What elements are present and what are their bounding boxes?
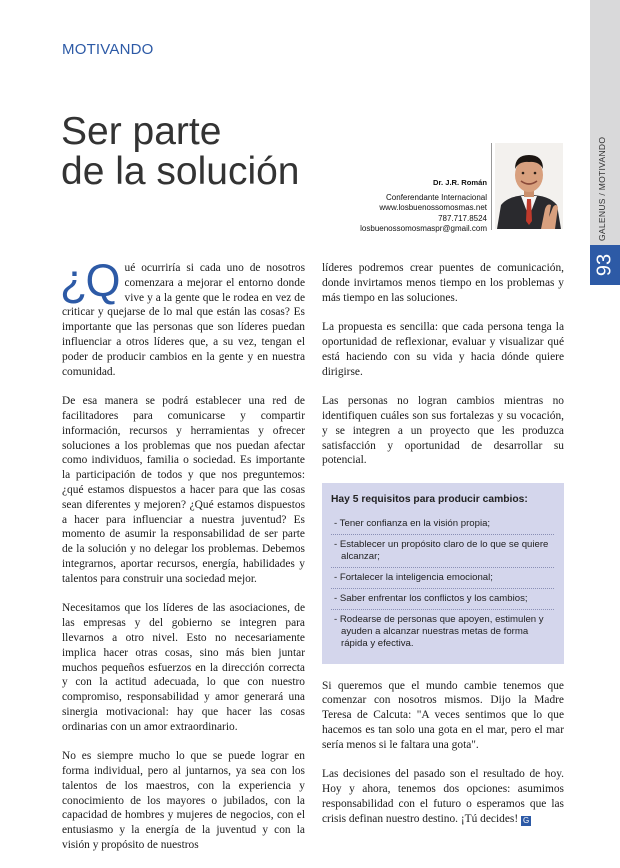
author-email: losbuenossomosmaspr@gmail.com — [360, 224, 487, 233]
author-divider — [491, 143, 492, 230]
requirement-item: - Tener confianza en la visión propia; — [331, 514, 554, 535]
requirement-item: - Fortalecer la inteligencia emocional; — [331, 568, 554, 589]
title-line-2: de la solución — [61, 150, 300, 193]
requirement-item: - Saber enfrentar los conflictos y los cambios; — [331, 589, 554, 610]
author-role: Conferendante Internacional — [386, 192, 487, 202]
author-phone: 787.717.8524 — [438, 213, 487, 223]
author-photo — [495, 143, 563, 229]
running-section-label: GALENUS / MOTIVANDO — [597, 136, 607, 241]
requirements-list — [331, 514, 554, 654]
paragraph-3: Necesitamos que los líderes de las asociaciones, de las empresas y del gobierno se integren para llevarnos a otro nivel. Esto no necesariamente implica hacer otras cosas, sino más bien juntar muchos pequeños esfuerzos en la dirección correcta y con la actitud adecuada, lo que con nuestro compromiso, responsabilidad y amor generará una sinergia motivacional: hay que hacer las cosas ordinarias con un amor extraordinario. — [62, 602, 305, 733]
author-block — [340, 178, 487, 235]
page-number: 93 — [593, 253, 616, 277]
title-line-1: Ser parte — [61, 110, 222, 153]
requirements-title: Hay 5 requisitos para producir cambios: — [331, 493, 528, 505]
requirement-item: - Rodearse de personas que apoyen, estimulen y ayuden a alcanzar nuestras metas de forma rápida y efectiva. — [334, 613, 544, 649]
section-header: MOTIVANDO — [62, 41, 154, 58]
requirements-box — [322, 483, 564, 664]
column-left — [60, 255, 305, 868]
page-number-badge — [590, 245, 620, 285]
end-mark-icon: G — [523, 815, 530, 825]
column-right — [322, 261, 564, 841]
paragraph-9-text: Las decisiones del pasado son el resultado de hoy. Hoy y ahora, tenemos dos opciones: asumimos responsabilidad con el futuro o esperamos que las crisis definan nuestro destino. ¡Tú decides! — [322, 768, 564, 825]
paragraph-8: Si queremos que el mundo cambie tenemos que comenzar con nosotros mismos. Dijo la Madre Teresa de Calcuta: "A veces sentimos que lo que hacemos es tan solo una gota en el mar, pero el mar sería menos si le faltara una gota". — [322, 679, 564, 751]
requirement-item: - Establecer un propósito claro de lo que se quiere alcanzar; — [331, 535, 554, 568]
author-name: Dr. J.R. Román — [432, 178, 487, 187]
author-website: www.losbuenossomosmas.net — [379, 203, 487, 212]
paragraph-1-text: ué ocurriría si cada uno de nosotros comenzara a mejorar el entorno donde vive y a la gente que le rodea en vez de criticar y quejarse de lo mal que están las cosas? Es importante que las personas que son líderes puedan influenciar a otros líderes que, a su vez, tengan el poder de producir cambios en la gente y en nuestra comunidad. — [62, 262, 305, 378]
paragraph-4: No es siempre mucho lo que se puede lograr en forma individual, pero al juntarnos, ya sea con los talentos de los maestros, con la experiencia y conocimiento de los mayores o jubilados, con la capacidad de hombres y mujeres de negocios, con el entusiasmo y la energía de la juventud y con la visión y propósito de nuestros — [62, 750, 305, 852]
paragraph-2: De esa manera se podrá establecer una red de facilitadores para comunicarse y compartir información, recursos y herramientas y ofrecer soluciones a los problemas que nos puedan afectar como individuos, familia o sociedad. Es importante la participación de todos y que nos preguntemos: ¿qué estamos dispuestos a hacer para que las cosas sean diferentes y mejoren? ¿Qué estamos dispuestos a hacer para influenciar a nuestra juventud? Es momento de asumir la responsabilidad de ser parte de la solución y no delegar los problemas. Debemos integrarnos, aportar recursos, energía, habilidades y talentos para construir una sociedad mejor. — [62, 395, 305, 585]
paragraph-6: La propuesta es sencilla: que cada persona tenga la oportunidad de reflexionar, evaluar y visualizar qué está haciendo con su vida y hacia dónde quiere dirigirse. — [322, 321, 564, 378]
paragraph-5: líderes podremos crear puentes de comunicación, donde invirtamos menos tiempo en los problemas y más tiempo en las soluciones. — [322, 262, 564, 304]
article-title — [61, 112, 300, 192]
paragraph-7: Las personas no logran cambios mientras no identifiquen cuáles son sus fortalezas y su vocación, y se integren a un proyecto que les produzca satisfacción y oportunidad de desarrollar su potencial. — [322, 395, 564, 467]
paragraph-1 — [60, 255, 305, 379]
drop-cap: ¿Q — [60, 255, 119, 306]
paragraph-9 — [322, 767, 564, 826]
